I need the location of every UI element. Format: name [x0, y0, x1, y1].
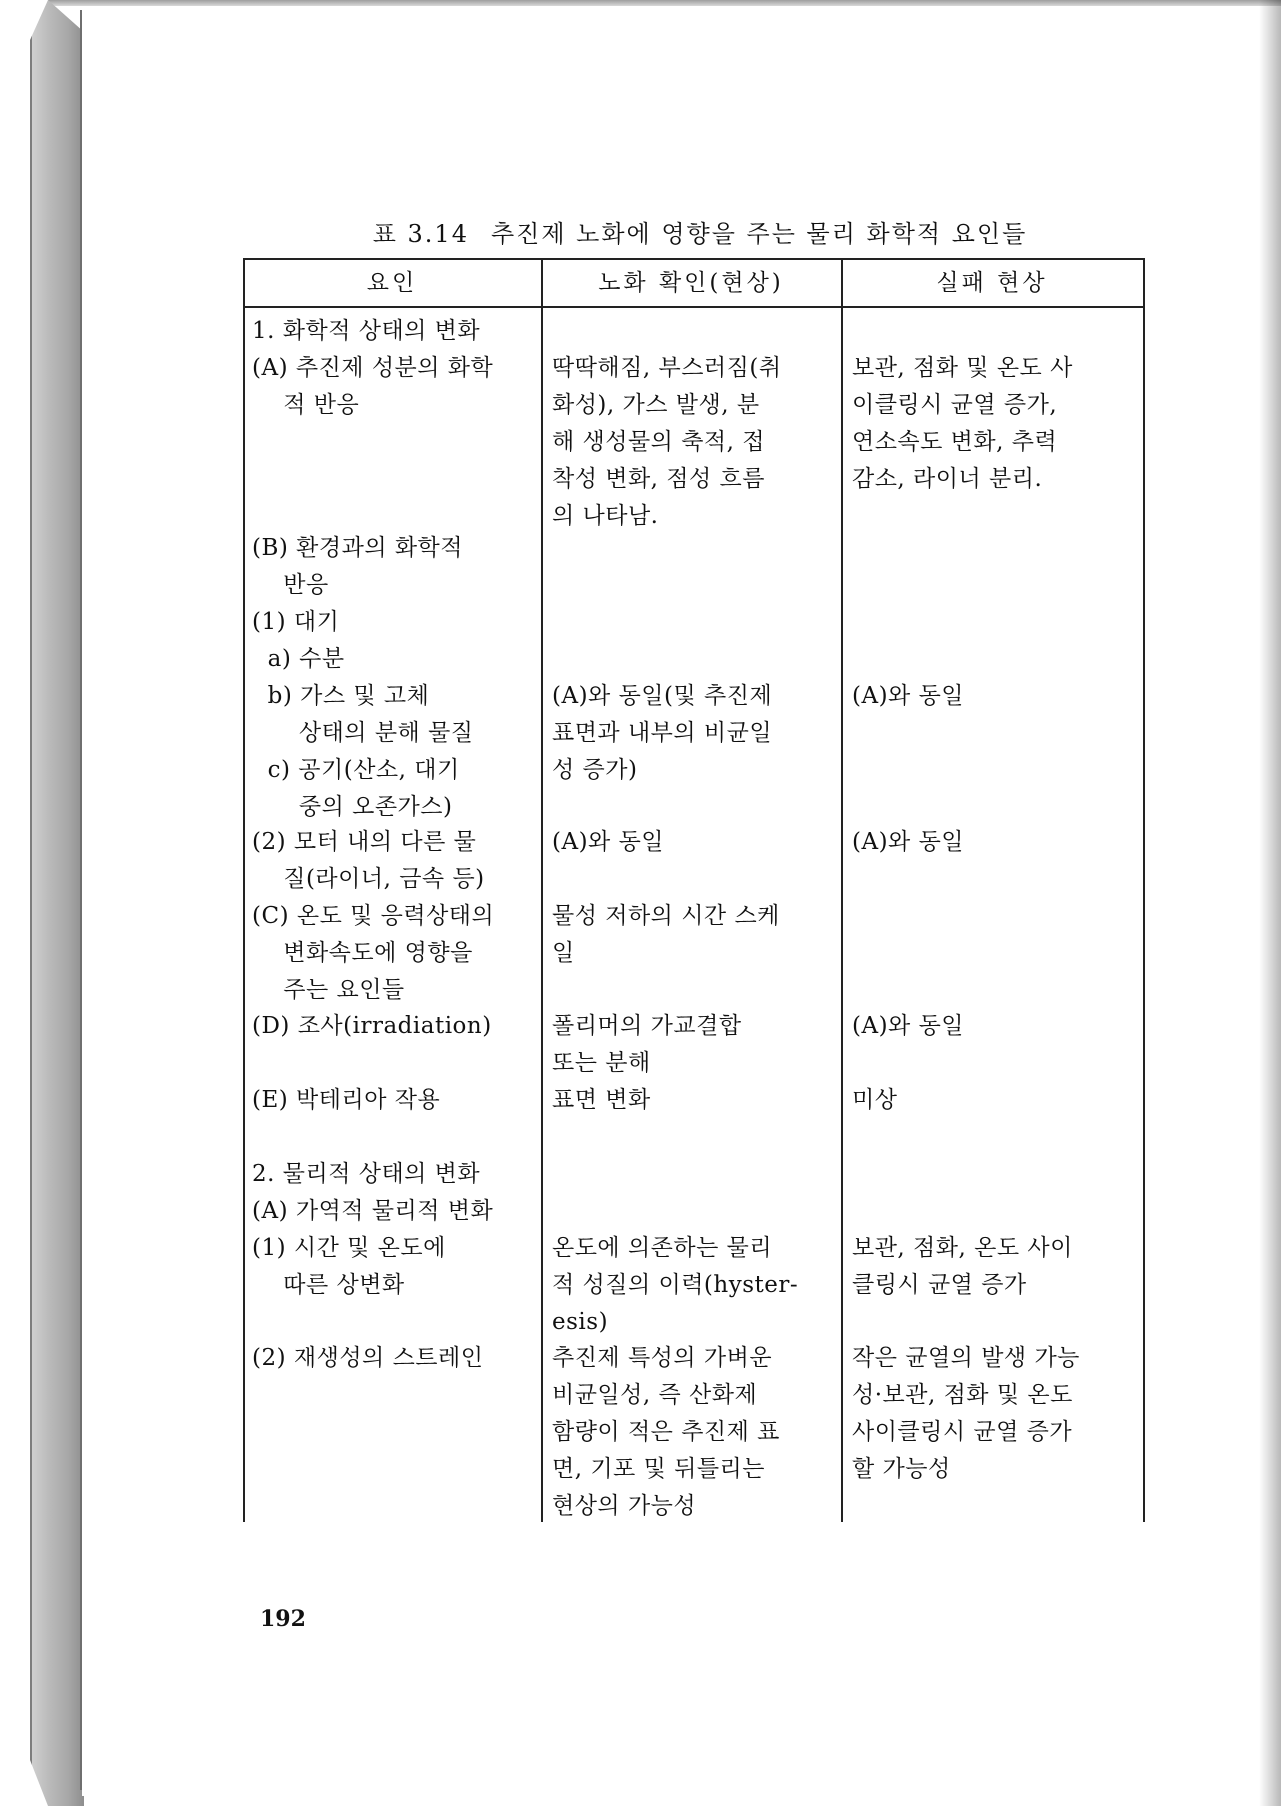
- cell-factor: 2. 물리적 상태의 변화: [252, 1161, 481, 1187]
- table-caption: [240, 214, 1160, 249]
- cell-failure: (A)와 동일: [852, 1013, 965, 1039]
- cell-factor: (C) 온도 및 응력상태의 변화속도에 영향을 주는 요인들: [252, 903, 495, 1003]
- header-factor: 요인: [366, 270, 418, 296]
- cell-factor: (A) 가역적 물리적 변화: [252, 1198, 494, 1224]
- table-number: 표 3.14: [372, 220, 469, 248]
- cell-evidence: 폴리머의 가교결합 또는 분해: [552, 1013, 742, 1076]
- cell-evidence: (A)와 동일: [552, 829, 665, 855]
- cell-factor: a) 수분: [252, 646, 345, 672]
- cell-evidence: 딱딱해짐, 부스러짐(취 화성), 가스 발생, 분 해 생성물의 축적, 접 착성 변화, 점성 흐름 의 나타남.: [552, 355, 782, 529]
- page-shadow: [1259, 0, 1281, 1806]
- cell-failure: (A)와 동일: [852, 829, 965, 855]
- cell-factor: (E) 박테리아 작용: [252, 1087, 441, 1113]
- cell-evidence: 표면 변화: [552, 1087, 651, 1113]
- table-left-border: [243, 258, 245, 1522]
- header-evidence: 노화 확인(현상): [598, 270, 784, 296]
- cell-factor: (2) 모터 내의 다른 물 질(라이너, 금속 등): [252, 829, 485, 892]
- cell-factor: b) 가스 및 고체 상태의 분해 물질 c) 공기(산소, 대기 중의 오존가스): [267, 683, 474, 820]
- cell-factor: (1) 대기: [252, 609, 340, 635]
- cell-factor: (2) 재생성의 스트레인: [252, 1345, 484, 1371]
- page-number: 192: [260, 1606, 306, 1632]
- table-right-border: [1143, 258, 1145, 1522]
- book-spine: [30, 0, 84, 1806]
- column-divider-2: [841, 258, 843, 1522]
- cell-factor: (B) 환경과의 화학적 반응: [252, 535, 463, 598]
- cell-evidence: 물성 저하의 시간 스케 일: [552, 903, 780, 966]
- cell-evidence: 온도에 의존하는 물리 적 성질의 이력(hyster- esis): [552, 1235, 799, 1335]
- cell-factor: (D) 조사(irradiation): [252, 1013, 492, 1039]
- cell-failure: 보관, 점화 및 온도 사 이클링시 균열 증가, 연소속도 변화, 추력 감소, 라이너 분리.: [852, 355, 1073, 492]
- cell-factor: (1) 시간 및 온도에 따른 상변화: [252, 1235, 446, 1298]
- cell-evidence: 추진제 특성의 가벼운 비균일성, 즉 산화제 함량이 적은 추진제 표 면, 기포 및 뒤틀리는 현상의 가능성: [552, 1345, 780, 1519]
- cell-factor: (A) 추진제 성분의 화학 적 반응: [252, 355, 494, 418]
- cell-failure: 보관, 점화, 온도 사이 클링시 균열 증가: [852, 1235, 1073, 1298]
- cell-failure: 작은 균열의 발생 가능 성·보관, 점화 및 온도 사이클링시 균열 증가 할 가능성: [852, 1345, 1080, 1482]
- cell-evidence: (A)와 동일(및 추진제 표면과 내부의 비균일 성 증가): [552, 683, 773, 783]
- cell-factor: 1. 화학적 상태의 변화: [252, 318, 481, 344]
- column-divider-1: [541, 258, 543, 1522]
- header-failure: 실패 현상: [936, 270, 1048, 296]
- table-title: 추진제 노화에 영향을 주는 물리 화학적 요인들: [490, 220, 1028, 248]
- cell-failure: 미상: [852, 1087, 898, 1113]
- cell-failure: (A)와 동일: [852, 683, 965, 709]
- page-edge: [80, 10, 82, 1790]
